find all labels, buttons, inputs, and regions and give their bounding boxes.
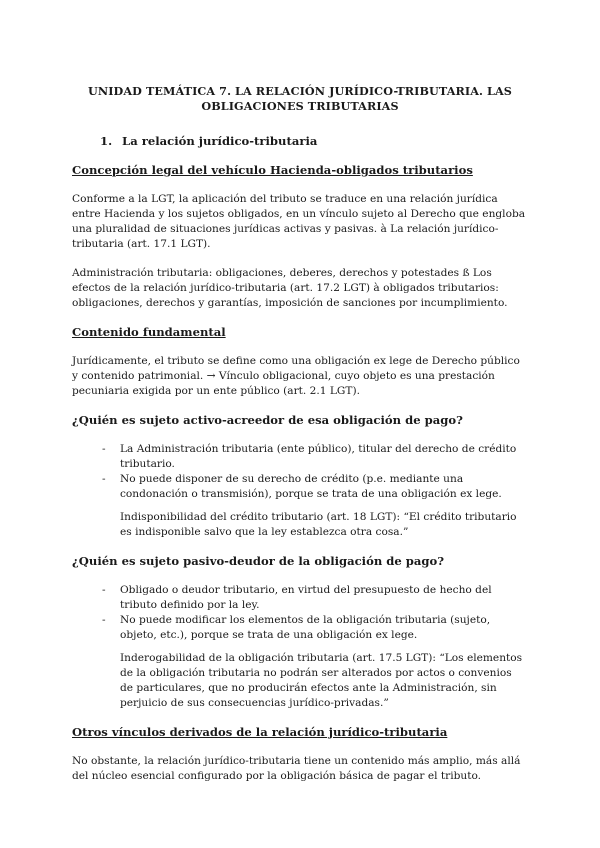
note-inderogabilidad: Inderogabilidad de la obligación tributaria (art. 17.5 LGT): “Los elementos de la obligación tributaria no podrán ser alterados por actos o convenios de particulares, que no producirán efectos ante la Administración, sin perjuicio de sus consecuencias jurídico-privadas.” — [120, 652, 523, 709]
heading-concepcion: Concepción legal del vehículo Hacienda-obligados tributarios — [72, 163, 473, 177]
list-sujeto-pasivo — [72, 583, 528, 643]
list-item: - No puede modificar los elementos de la obligación tributaria (sujeto, objeto, etc.), porque se trata de una obligación ex lege. — [102, 614, 491, 641]
heading-contenido: Contenido fundamental — [72, 325, 226, 339]
list-item: - La Administración tributaria (ente público), titular del derecho de crédito tributario. — [102, 443, 517, 470]
heading-otros-vinculos: Otros vínculos derivados de la relación jurídico-tributaria — [72, 725, 448, 739]
dash-bullet: - — [102, 443, 106, 455]
heading-sujeto-activo: ¿Quién es sujeto activo-acreedor de esa obligación de pago? — [72, 413, 463, 427]
paragraph-concepcion-2: Administración tributaria: obligaciones, deberes, derechos y potestades ß Los efectos de la relación jurídico-tributaria (art. 17.2 LGT) à obligados tributarios: obligaciones, derechos y garantías, imposición de sanciones por incumplimiento. — [72, 267, 508, 309]
dash-bullet: - — [102, 614, 106, 626]
dash-bullet: - — [102, 473, 106, 485]
list-sujeto-activo — [72, 442, 528, 502]
section-title-text: La relación jurídico-tributaria — [122, 134, 318, 148]
note-indisponibilidad: Indisponibilidad del crédito tributario (art. 18 LGT): “El crédito tributario es indisponible salvo que la ley establezca otra cosa.” — [120, 511, 517, 538]
paragraph-concepcion-1: Conforme a la LGT, la aplicación del tributo se traduce en una relación jurídica entre Hacienda y los sujetos obligados, en un vínculo sujeto al Derecho que engloba una pluralidad de situaciones jurídicas activas y pasivas. à La relación jurídico-tributaria (art. 17.1 LGT). — [72, 193, 526, 250]
heading-sujeto-pasivo: ¿Quién es sujeto pasivo-deudor de la obligación de pago? — [72, 554, 445, 568]
paragraph-contenido: Jurídicamente, el tributo se define como una obligación ex lege de Derecho público y contenido patrimonial. → Vínculo obligacional, cuyo objeto es una prestación pecuniaria exigida por un ente público (art. 2.1 LGT). — [72, 355, 520, 397]
section-title — [72, 134, 528, 148]
dash-bullet: - — [102, 584, 106, 596]
document-title: UNIDAD TEMÁTICA 7. LA RELACIÓN JURÍDICO-TRIBUTARIA. LAS OBLIGACIONES TRIBUTARIAS — [88, 84, 512, 113]
list-item: - Obligado o deudor tributario, en virtud del presupuesto de hecho del tributo definido por la ley. — [102, 584, 492, 611]
paragraph-otros-vinculos: No obstante, la relación jurídico-tributaria tiene un contenido más amplio, más allá del núcleo esencial configurado por la obligación básica de pagar el tributo. — [72, 755, 521, 782]
list-item: - No puede disponer de su derecho de crédito (p.e. mediante una condonación o transmisión), porque se trata de una obligación ex lege. — [102, 473, 502, 500]
section-number: 1. — [100, 134, 113, 148]
